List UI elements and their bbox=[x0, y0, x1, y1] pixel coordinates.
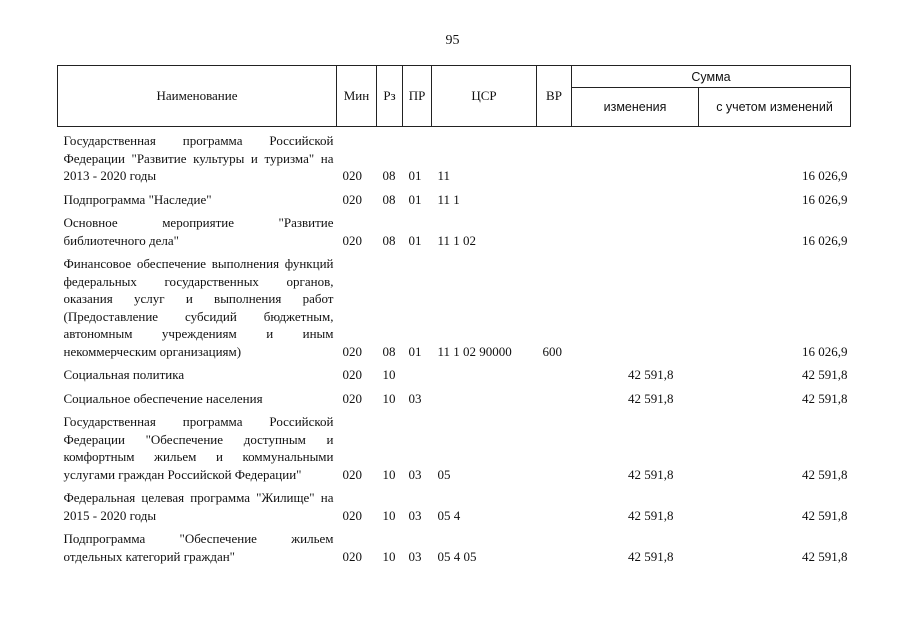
table-row bbox=[58, 127, 851, 186]
header-with-changes: с учетом изменений bbox=[699, 88, 851, 127]
row-total: 42 591,8 bbox=[802, 507, 848, 523]
row-vr bbox=[537, 361, 572, 385]
header-change: изменения bbox=[572, 88, 699, 127]
row-min: 020 bbox=[342, 548, 362, 564]
row-csr: 11 1 bbox=[437, 191, 460, 207]
budget-table bbox=[57, 65, 851, 566]
row-change bbox=[572, 250, 699, 361]
header-vr: ВР bbox=[537, 66, 572, 127]
row-min: 020 bbox=[342, 191, 362, 207]
row-vr bbox=[537, 408, 572, 484]
row-csr: 11 1 02 90000 bbox=[437, 343, 512, 359]
table-row bbox=[58, 361, 851, 385]
row-vr bbox=[537, 385, 572, 409]
row-change: 42 591,8 bbox=[628, 367, 674, 382]
table-body bbox=[58, 127, 851, 567]
row-min: 020 bbox=[342, 507, 362, 523]
header-rz: Рз bbox=[377, 66, 403, 127]
row-rz: 08 bbox=[382, 191, 396, 207]
row-total: 16 026,9 bbox=[802, 232, 848, 248]
header-csr: ЦСР bbox=[432, 66, 537, 127]
row-pr: 01 bbox=[408, 191, 422, 207]
row-pr: 03 bbox=[408, 507, 422, 523]
row-total: 42 591,8 bbox=[802, 466, 848, 482]
page-number: 95 bbox=[445, 33, 460, 48]
table-row bbox=[58, 408, 851, 484]
row-change bbox=[572, 127, 699, 186]
row-change: 42 591,8 bbox=[628, 548, 674, 564]
header-sum: Сумма bbox=[572, 66, 851, 88]
row-name: Подпрограмма "Обеспечение жильем отдельных категорий граждан" bbox=[63, 531, 334, 564]
table-row bbox=[58, 250, 851, 361]
row-name: Государственная программа Российской Федерации "Развитие культуры и туризма" на 2013 - 2020 годы bbox=[63, 133, 334, 183]
header-min: Мин bbox=[337, 66, 377, 127]
row-min: 020 bbox=[342, 466, 362, 482]
table-header bbox=[58, 66, 851, 127]
row-csr bbox=[432, 361, 537, 385]
row-total: 42 591,8 bbox=[802, 390, 848, 406]
row-csr: 05 bbox=[437, 466, 451, 482]
row-pr: 01 bbox=[408, 168, 422, 183]
table-row bbox=[58, 484, 851, 525]
row-csr: 11 1 02 bbox=[437, 232, 477, 248]
row-min: 020 bbox=[342, 390, 362, 406]
row-pr: 03 bbox=[408, 466, 422, 482]
row-csr: 11 bbox=[437, 168, 451, 183]
row-min: 020 bbox=[342, 168, 362, 183]
row-name: Федеральная целевая программа "Жилище" на 2015 - 2020 годы bbox=[63, 490, 334, 523]
row-change: 42 591,8 bbox=[628, 390, 674, 406]
row-total: 16 026,9 bbox=[802, 168, 848, 183]
row-rz: 08 bbox=[382, 232, 396, 248]
row-rz: 08 bbox=[382, 343, 396, 359]
row-csr bbox=[432, 385, 537, 409]
table-row bbox=[58, 385, 851, 409]
row-name: Основное мероприятие "Развитие библиотечного дела" bbox=[63, 215, 334, 248]
row-rz: 08 bbox=[382, 168, 396, 183]
row-pr: 01 bbox=[408, 232, 422, 248]
row-pr bbox=[403, 361, 432, 385]
row-pr: 01 bbox=[408, 343, 422, 359]
row-rz: 10 bbox=[382, 466, 396, 482]
row-csr: 05 4 bbox=[437, 507, 461, 523]
row-name: Социальная политика bbox=[63, 367, 185, 382]
table-row bbox=[58, 186, 851, 210]
row-total: 42 591,8 bbox=[802, 548, 848, 564]
row-total: 42 591,8 bbox=[802, 367, 848, 382]
header-name: Наименование bbox=[58, 66, 337, 127]
row-vr bbox=[537, 186, 572, 210]
row-rz: 10 bbox=[382, 548, 396, 564]
row-vr: 600 bbox=[542, 343, 562, 359]
row-name: Государственная программа Российской Федерации "Обеспечение доступным и комфортным жильем и коммунальными услугами граждан Российской Федерации" bbox=[63, 414, 334, 482]
row-change bbox=[572, 186, 699, 210]
row-name: Социальное обеспечение населения bbox=[63, 390, 263, 406]
header-pr: ПР bbox=[403, 66, 432, 127]
table-row bbox=[58, 209, 851, 250]
row-change bbox=[572, 209, 699, 250]
row-total: 16 026,9 bbox=[802, 191, 848, 207]
row-min: 020 bbox=[342, 232, 362, 248]
row-name: Финансовое обеспечение выполнения функций федеральных государственных органов, оказания услуг и выполнения работ (Предоставление субсидий бюджетным, автономным учреждениям и иным некоммерческим организациям) bbox=[63, 256, 334, 359]
row-vr bbox=[537, 525, 572, 566]
row-vr bbox=[537, 209, 572, 250]
row-vr bbox=[537, 127, 572, 186]
row-pr: 03 bbox=[408, 548, 422, 564]
row-name: Подпрограмма "Наследие" bbox=[63, 191, 212, 207]
row-vr bbox=[537, 484, 572, 525]
row-rz: 10 bbox=[382, 390, 396, 406]
row-csr: 05 4 05 bbox=[437, 548, 477, 564]
row-change: 42 591,8 bbox=[628, 466, 674, 482]
row-rz: 10 bbox=[382, 507, 396, 523]
row-rz: 10 bbox=[382, 367, 396, 382]
row-pr: 03 bbox=[408, 390, 422, 406]
row-min: 020 bbox=[342, 343, 362, 359]
row-total: 16 026,9 bbox=[802, 343, 848, 359]
row-min: 020 bbox=[342, 367, 362, 382]
row-change: 42 591,8 bbox=[628, 507, 674, 523]
table-row bbox=[58, 525, 851, 566]
